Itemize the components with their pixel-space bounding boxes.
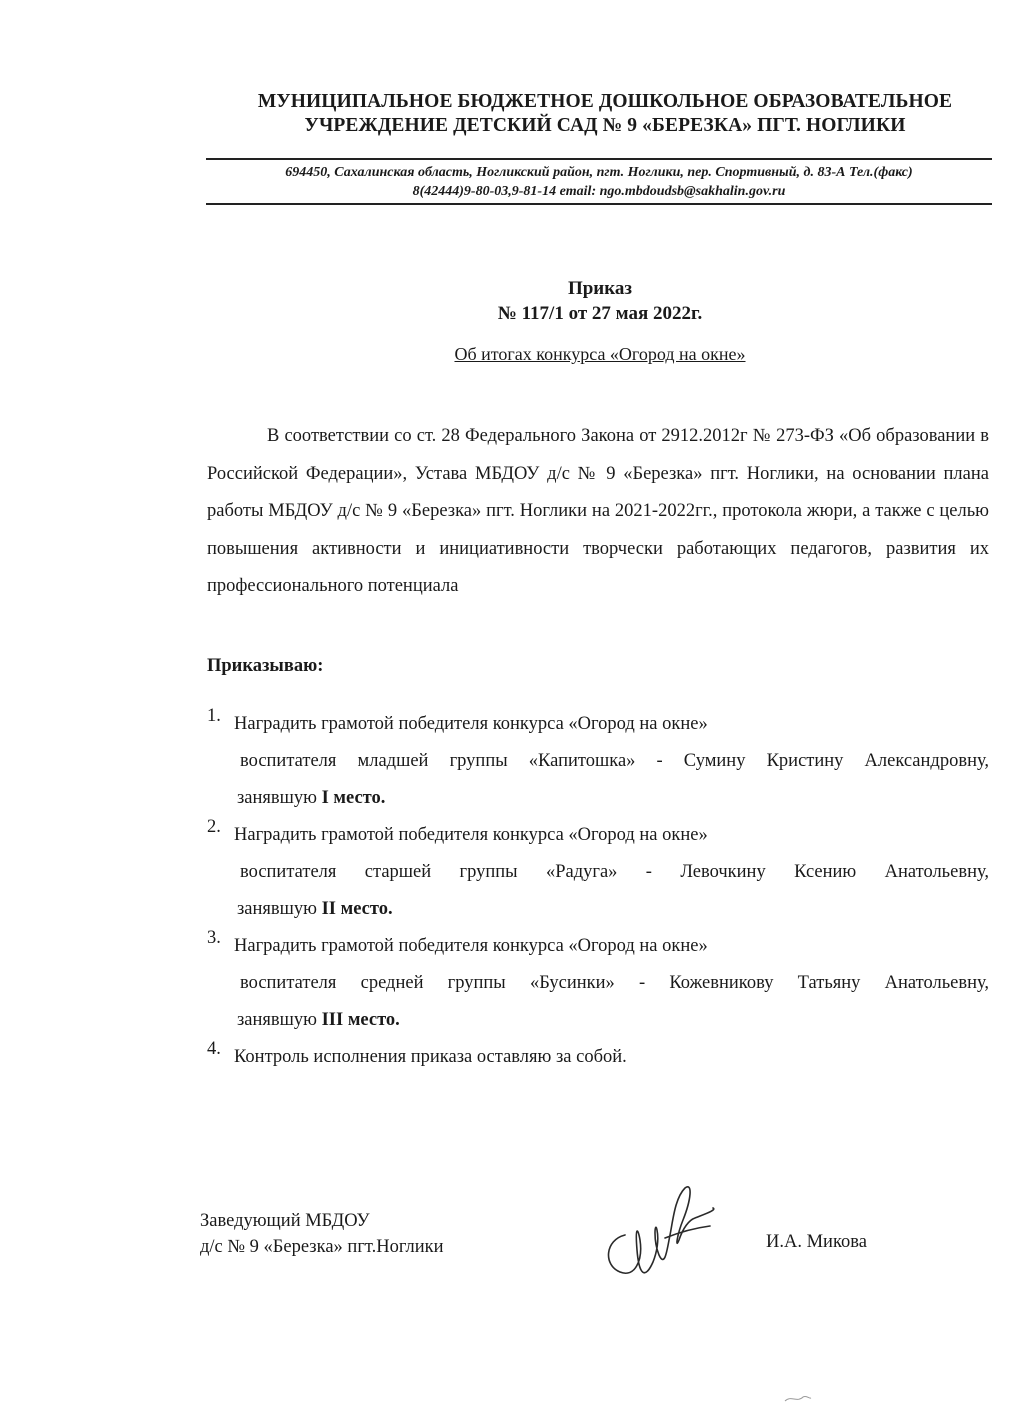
order-items-list <box>207 706 989 1076</box>
order-number: № 117/1 от 27 мая 2022г. <box>497 303 703 324</box>
signatory-position-line-2: д/с № 9 «Березка» пгт.Ноглики <box>200 1237 444 1257</box>
item-line-2: воспитателя старшей группы «Радуга» - Левочкину Ксению Анатольевну, <box>240 862 989 882</box>
order-title-block <box>300 276 900 326</box>
item-place: I место. <box>321 788 386 808</box>
ink-mark <box>783 1393 813 1405</box>
order-subject-text: Об итогах конкурса «Огород на окне» <box>454 344 746 364</box>
orders-heading: Приказываю: <box>207 656 324 676</box>
order-item-3 <box>207 928 989 1039</box>
item-line-3-prefix: занявшую <box>237 899 322 919</box>
organization-name <box>150 90 1024 138</box>
signatory-position <box>200 1208 444 1260</box>
item-line-3-prefix: занявшую <box>237 788 322 808</box>
item-line-1: Наградить грамотой победителя конкурса «Огород на окне» <box>234 936 708 956</box>
item-line-3 <box>237 1002 989 1039</box>
preamble-paragraph: В соответствии со ст. 28 Федерального Закона от 2912.2012г № 273-ФЗ «Об образовании в Российской Федерации», Устава МБДОУ д/с № 9 «Березка» пгт. Ноглики, на основании плана работы МБДОУ д/с № 9 «Березка» пгт. Ноглики на 2021-2022гг., протокола жюри, а также с целью повышения активности и инициативности творчески работающих педагогов, развития их профессионального потенциала <box>207 426 989 596</box>
header-top-rule <box>206 158 992 160</box>
order-item-2 <box>207 817 989 928</box>
item-line-1: Наградить грамотой победителя конкурса «Огород на окне» <box>234 714 708 734</box>
org-name-line-1: МУНИЦИПАЛЬНОЕ БЮДЖЕТНОЕ ДОШКОЛЬНОЕ ОБРАЗОВАТЕЛЬНОЕ <box>257 91 953 112</box>
item-line-3-prefix: занявшую <box>237 1010 322 1030</box>
item-number: 3. <box>207 928 221 948</box>
order-item-1 <box>207 706 989 817</box>
handwritten-signature <box>595 1180 745 1300</box>
signatory-position-line-1: Заведующий МБДОУ <box>200 1211 370 1231</box>
signatory-name: И.А. Микова <box>766 1232 867 1252</box>
item-line-3 <box>237 780 989 817</box>
item-number: 1. <box>207 706 221 726</box>
item-line-1: Наградить грамотой победителя конкурса «Огород на окне» <box>234 825 708 845</box>
item-place: II место. <box>321 899 393 919</box>
item-line-2: воспитателя младшей группы «Капитошка» - Сумину Кристину Александровну, <box>240 751 989 771</box>
order-title: Приказ <box>567 278 633 299</box>
address-block <box>206 163 992 201</box>
order-item-4 <box>207 1039 989 1076</box>
item-line-3 <box>237 891 989 928</box>
address-line-2: 8(42444)9-80-03,9-81-14 email: ngo.mbdoudsb@sakhalin.gov.ru <box>412 184 786 199</box>
item-number: 4. <box>207 1039 221 1059</box>
item-number: 2. <box>207 817 221 837</box>
address-line-1: 694450, Сахалинская область, Ногликский район, пгт. Ноглики, пер. Спортивный, д. 83-А Тел.(факс) <box>285 165 913 180</box>
order-subject <box>300 342 900 366</box>
org-name-line-2: УЧРЕЖДЕНИЕ ДЕТСКИЙ САД № 9 «БЕРЕЗКА» ПГТ. НОГЛИКИ <box>304 115 906 136</box>
item-line-1: Контроль исполнения приказа оставляю за собой. <box>234 1047 627 1067</box>
item-place: III место. <box>321 1010 400 1030</box>
header-bottom-rule <box>206 203 992 205</box>
item-line-2: воспитателя средней группы «Бусинки» - Кожевникову Татьяну Анатольевну, <box>240 973 989 993</box>
